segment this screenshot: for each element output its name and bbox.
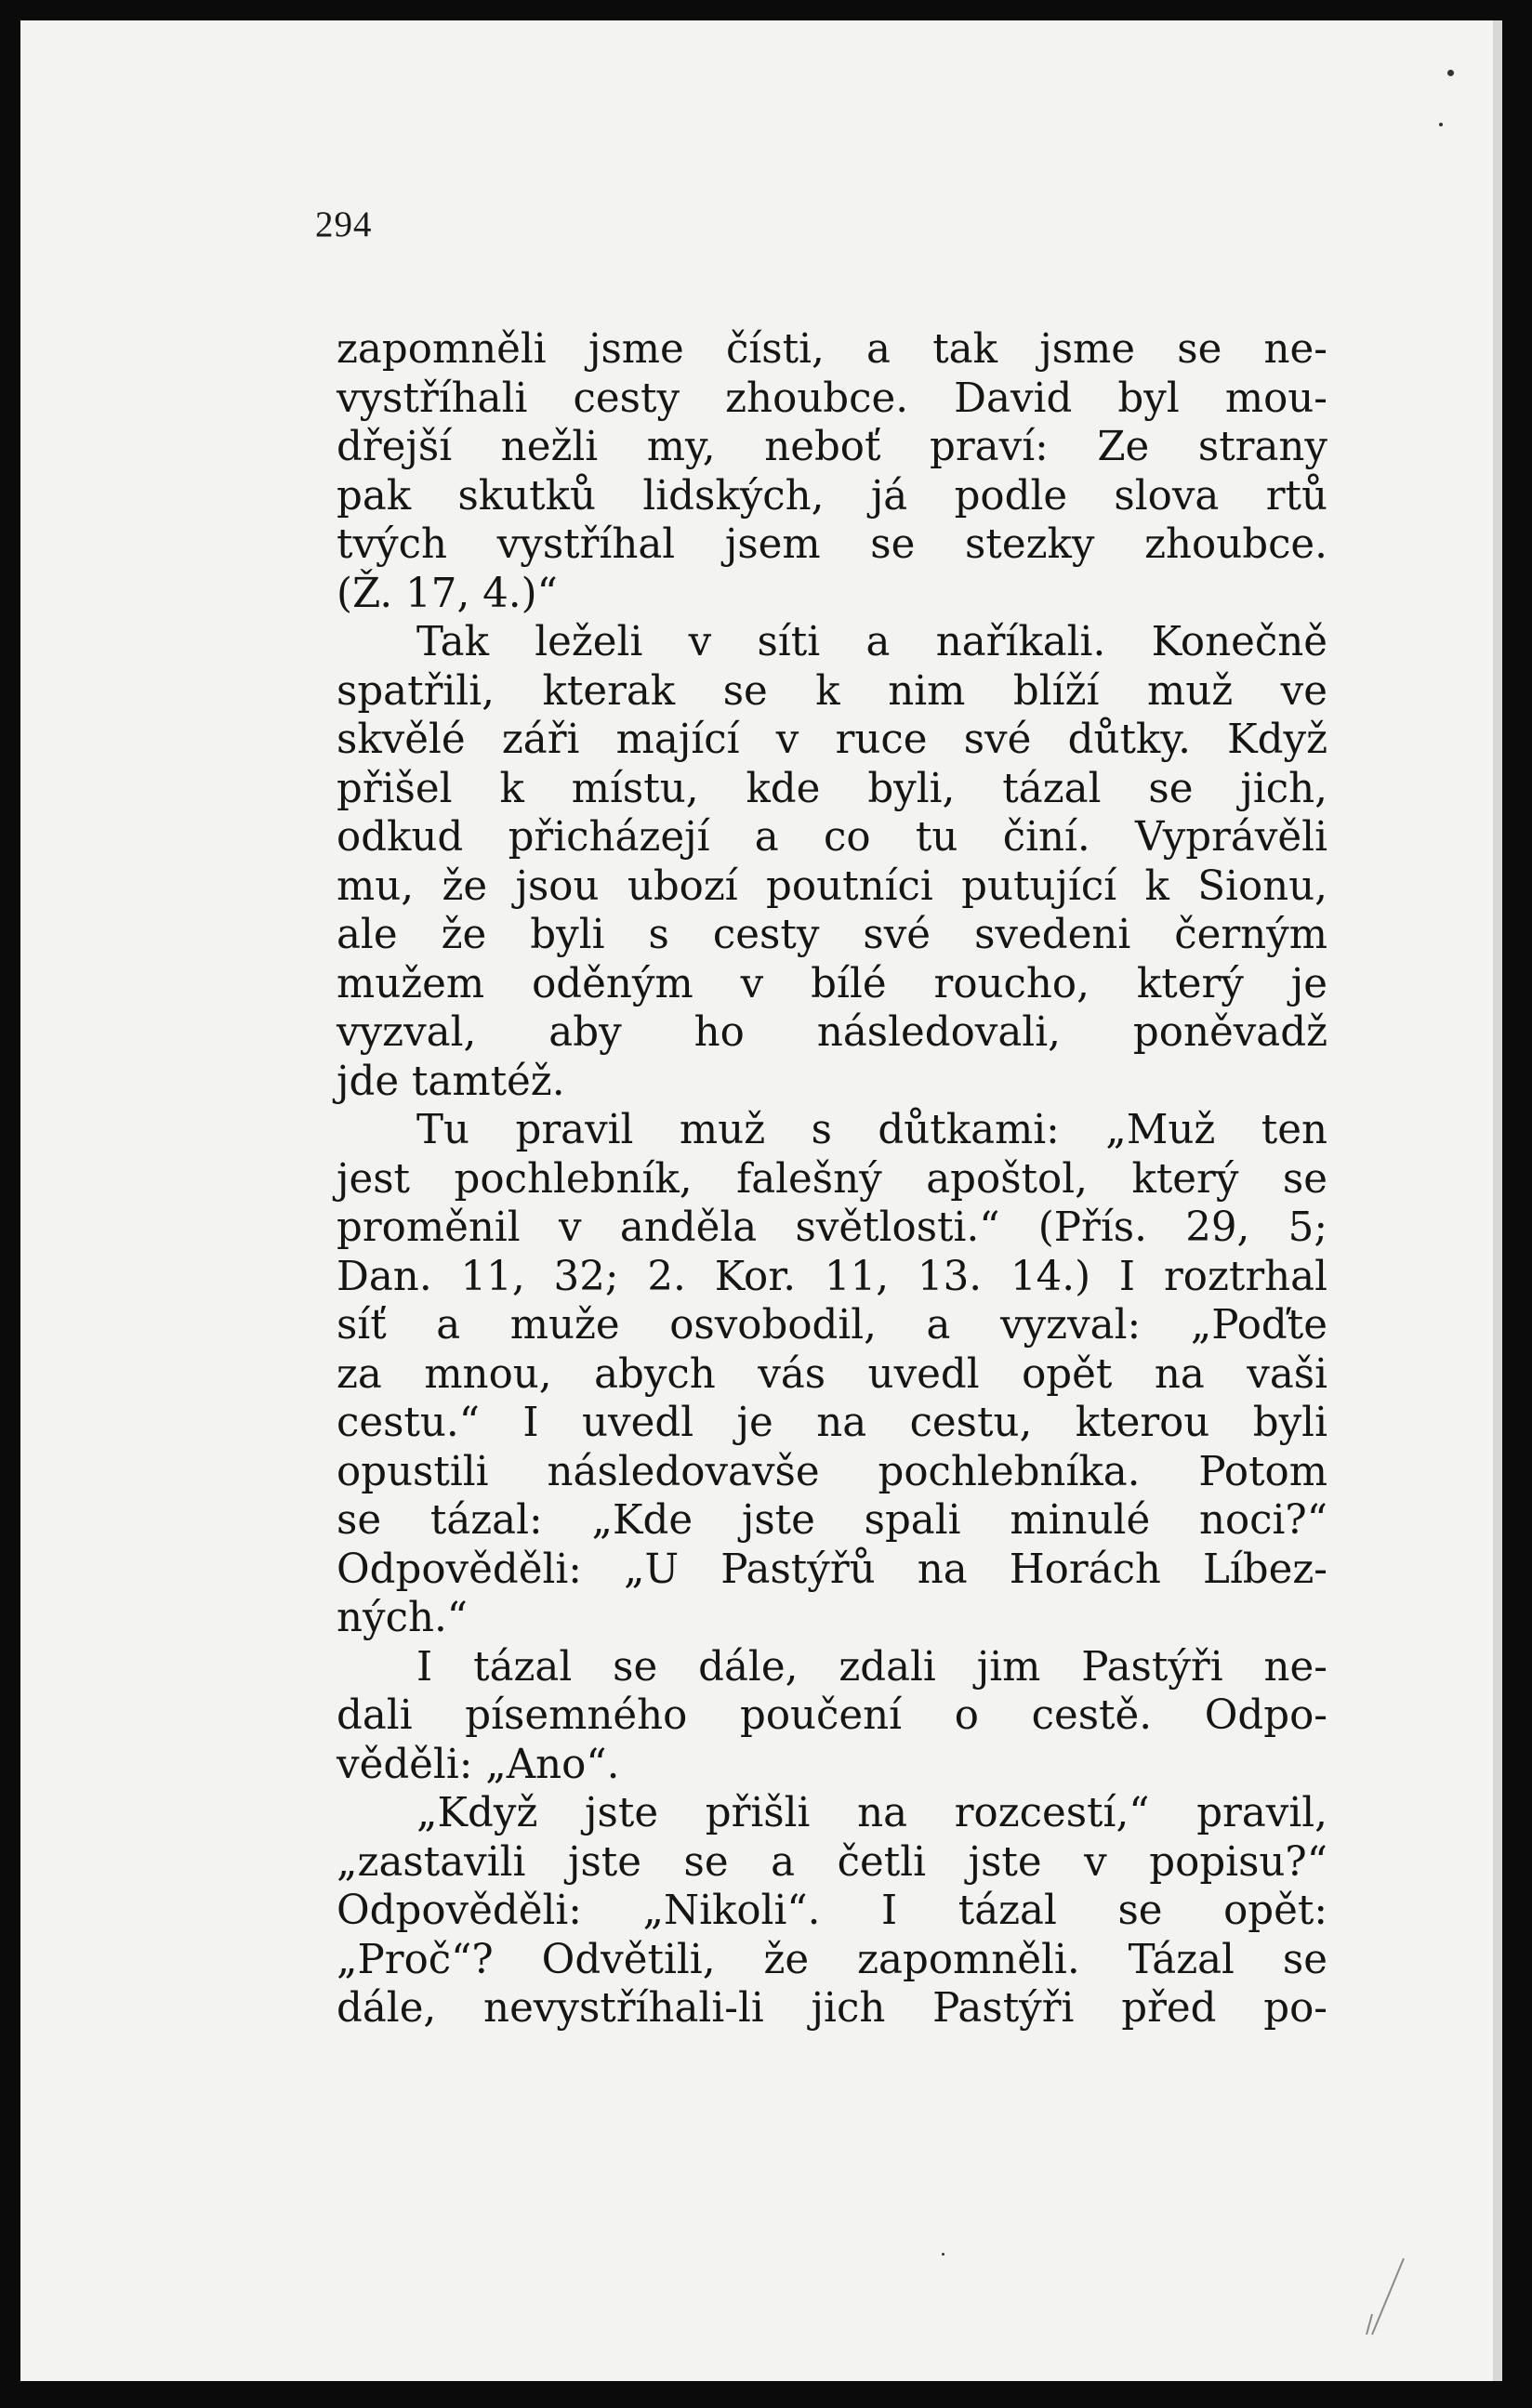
text-line: skvělé záři mající v ruce své důtky. Když [337, 717, 1327, 763]
text-line: mu, že jsou ubozí poutníci putující k Sionu, [337, 862, 1327, 910]
text-line: Dan. 11, 32; 2. Kor. 11, 13. 14.) I roztrhal [337, 1253, 1327, 1300]
text-line: mužem oděným v bílé roucho, který je [337, 960, 1327, 1007]
text-line: tvých vystříhal jsem se stezky zhoubce. [337, 521, 1327, 568]
pencil-mark [1359, 2249, 1415, 2342]
text-line: spatřili, kterak se k nim blíží muž ve [337, 667, 1327, 715]
text-line: dále, nevystříhali-li jich Pastýři před po- [337, 1985, 1327, 2032]
page-edge [1493, 20, 1502, 2381]
text-line: Tu pravil muž s důtkami: „Muž ten [416, 1107, 1327, 1153]
text-line: se tázal: „Kde jste spali minulé noci?“ [337, 1497, 1327, 1544]
text-line: I tázal se dále, zdali jim Pastýři ne- [416, 1643, 1327, 1691]
text-line: „Když jste přišli na rozcestí,“ pravil, [416, 1790, 1327, 1836]
text-line: přišel k místu, kde byli, tázal se jich, [337, 765, 1327, 812]
text-line: „Proč“? Odvětili, že zapomněli. Tázal se [337, 1936, 1327, 1983]
text-line: dřejší nežli my, neboť praví: Ze strany [337, 424, 1327, 470]
text-line: síť a muže osvobodil, a vyzval: „Poďte [337, 1302, 1327, 1349]
text-line: ných.“ [337, 1595, 469, 1641]
text-line: Tak leželi v síti a naříkali. Konečně [416, 619, 1327, 665]
text-line: Odpověděli: „U Pastýřů na Horách Líbez- [337, 1546, 1327, 1593]
text-line: vyzval, aby ho následovali, poněvadž [337, 1009, 1327, 1056]
text-line: dali písemného poučení o cestě. Odpo- [337, 1692, 1327, 1739]
text-line: jde tamtéž. [337, 1058, 565, 1105]
text-line: proměnil v anděla světlosti.“ (Přís. 29, 5; [337, 1204, 1327, 1251]
text-line: odkud přicházejí a co tu činí. Vyprávěli [337, 814, 1327, 861]
text-line: (Ž. 17, 4.)“ [337, 570, 558, 617]
body-text [337, 325, 1327, 2033]
text-line: jest pochlebník, falešný apoštol, který se [337, 1155, 1327, 1203]
dust-speck [942, 2253, 944, 2256]
text-line: věděli: „Ano“. [337, 1741, 620, 1788]
text-line: za mnou, abych vás uvedl opět na vaši [337, 1350, 1327, 1398]
text-line: Odpověděli: „Nikoli“. I tázal se opět: [337, 1888, 1327, 1934]
text-line: zapomněli jsme čísti, a tak jsme se ne- [337, 326, 1327, 373]
dust-speck [1439, 123, 1443, 126]
page-number: 294 [315, 204, 373, 244]
text-line: vystříhali cesty zhoubce. David byl mou- [337, 375, 1327, 422]
dust-speck [1447, 70, 1454, 76]
text-line: pak skutků lidských, já podle slova rtů [337, 472, 1327, 520]
text-line: cestu.“ I uvedl je na cestu, kterou byli [337, 1400, 1327, 1446]
text-line: „zastavili jste se a četli jste v popisu?“ [337, 1838, 1327, 1886]
text-line: ale že byli s cesty své svedeni černým [337, 912, 1327, 958]
text-line: opustili následovavše pochlebníka. Potom [337, 1448, 1327, 1495]
